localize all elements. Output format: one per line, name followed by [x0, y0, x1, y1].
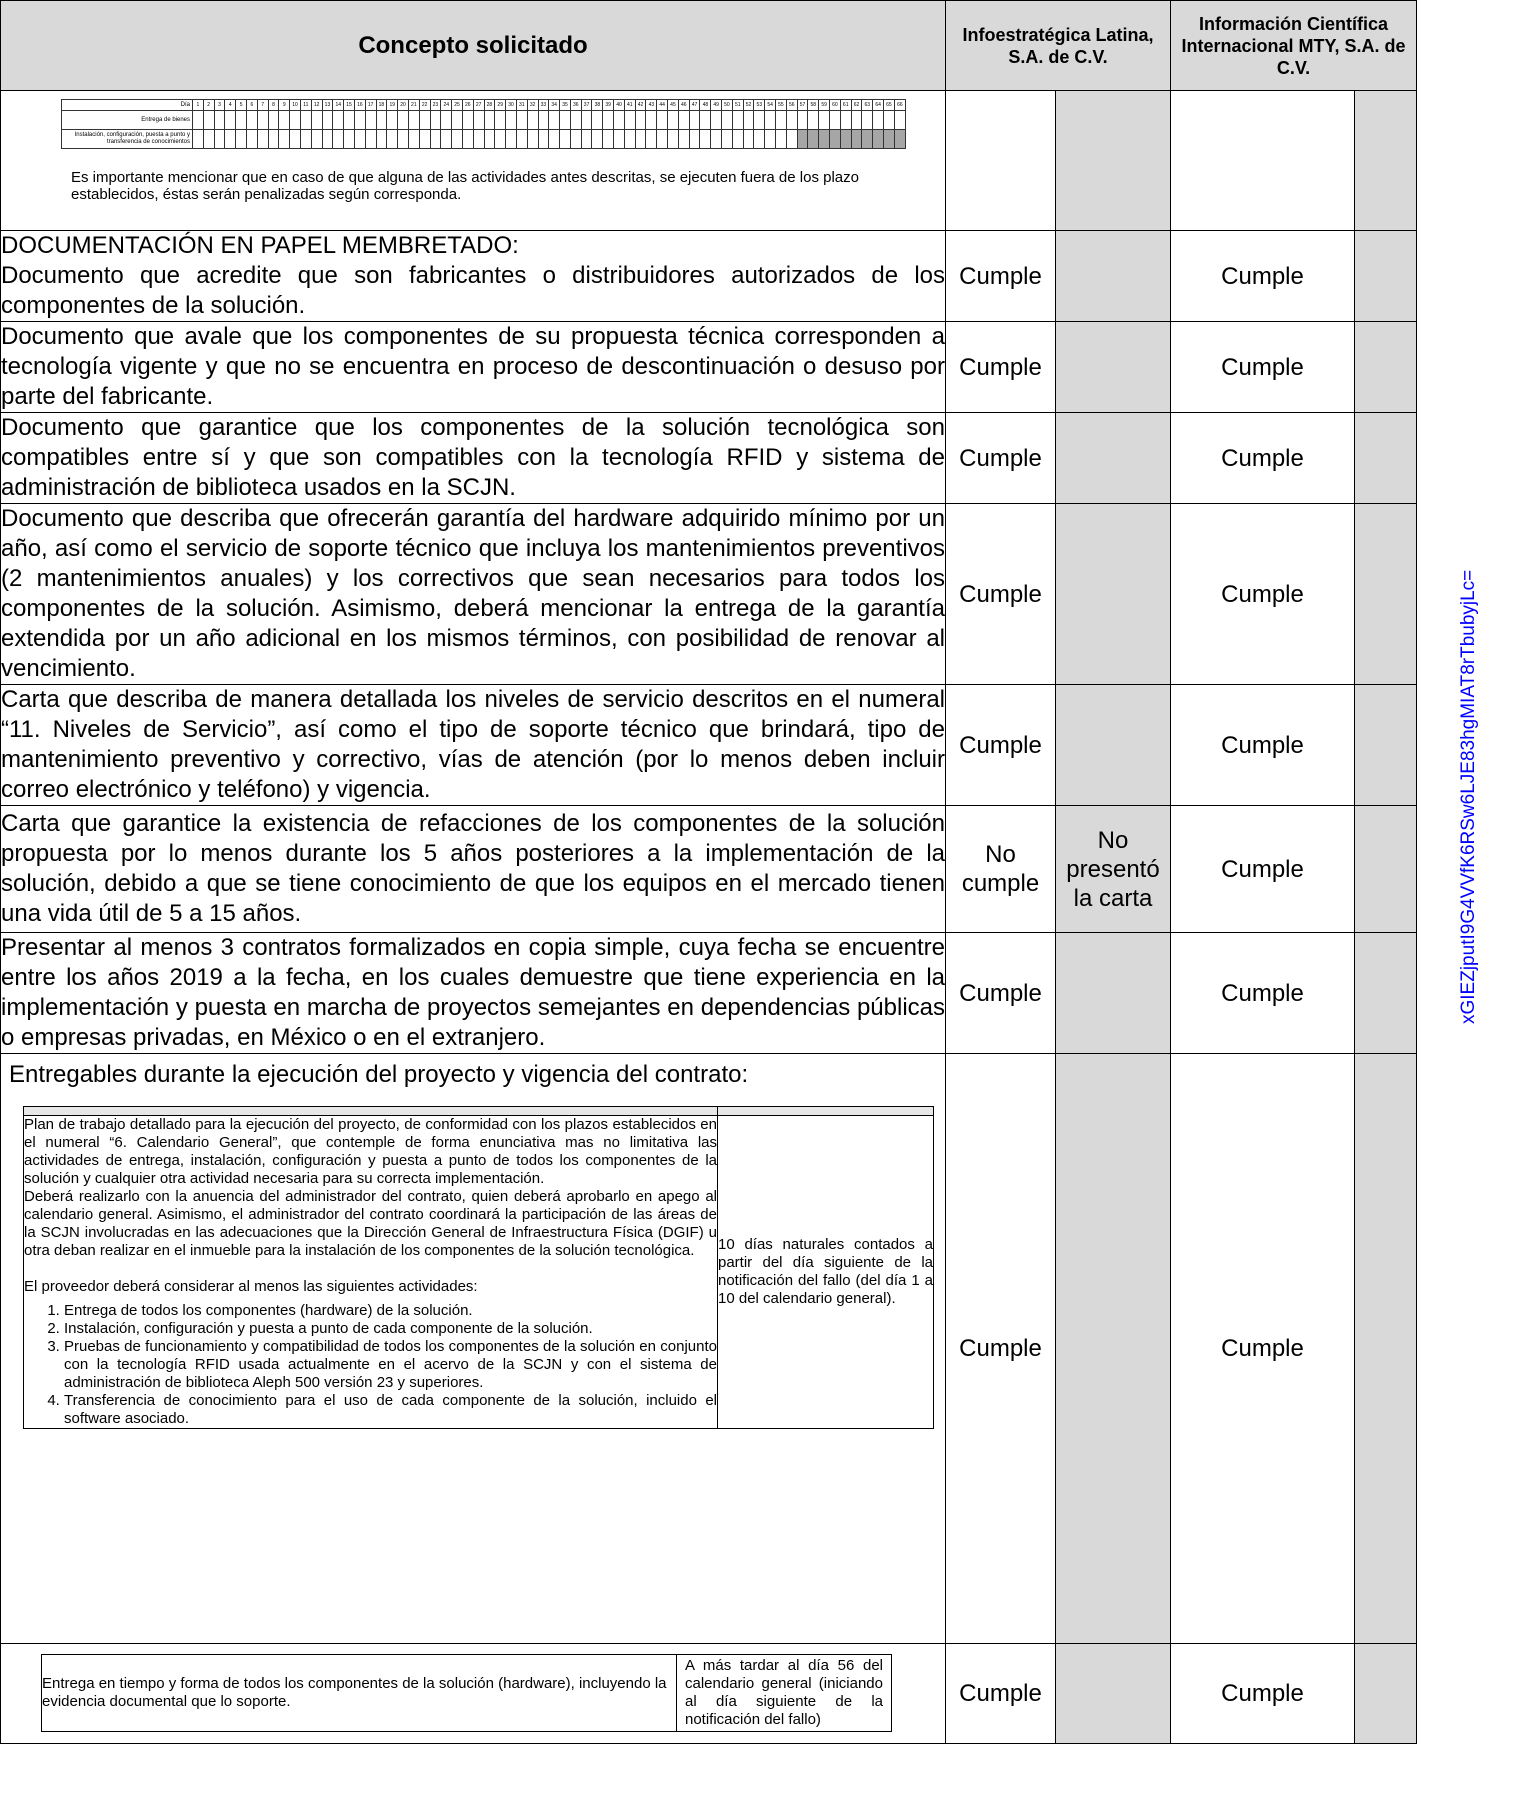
- gantt-cell: [646, 111, 657, 130]
- gantt-cell: [570, 130, 581, 149]
- requirement-text: Documento que garantice que los componentes de la solución tecnológica son compatibles entre sí y que son compatibles con la tecnología RFID y sistema de administración de biblioteca usados en la SCJN.: [1, 414, 945, 501]
- gantt-cell: [711, 130, 722, 149]
- gantt-cell: [819, 111, 830, 130]
- gantt-cell: [333, 111, 344, 130]
- deliverables-verdict-1: Cumple: [946, 1054, 1056, 1644]
- verdict-vendor-2: Cumple: [1171, 231, 1355, 322]
- verdict-vendor-2: Cumple: [1171, 322, 1355, 413]
- gantt-day-number: 31: [516, 100, 527, 111]
- gantt-cell: [776, 130, 787, 149]
- deliverables-heading: Entregables durante la ejecución del proyecto y vigencia del contrato:: [9, 1061, 749, 1088]
- note-vendor-1: No presentó la carta: [1056, 806, 1171, 933]
- gantt-cell: [700, 130, 711, 149]
- gantt-cell: [484, 130, 495, 149]
- gantt-day-number: 52: [743, 100, 754, 111]
- gantt-day-number: 29: [495, 100, 506, 111]
- gantt-cell: [722, 111, 733, 130]
- gantt-day-number: 41: [624, 100, 635, 111]
- gantt-cell: [311, 130, 322, 149]
- gantt-cell: [322, 111, 333, 130]
- gantt-day-number: 54: [765, 100, 776, 111]
- gantt-cell: [322, 130, 333, 149]
- verdict-vendor-2: Cumple: [1171, 806, 1355, 933]
- gantt-cell: [624, 130, 635, 149]
- gantt-cell: [592, 111, 603, 130]
- gantt-day-number: 53: [754, 100, 765, 111]
- gantt-cell: [376, 111, 387, 130]
- verdict-vendor-2: Cumple: [1171, 685, 1355, 806]
- gantt-day-number: 40: [614, 100, 625, 111]
- note-vendor-2: [1355, 413, 1417, 504]
- gantt-day-number: 12: [311, 100, 322, 111]
- gantt-cell: [646, 130, 657, 149]
- gantt-cell: [365, 130, 376, 149]
- gantt-cell: [776, 111, 787, 130]
- gantt-day-number: 8: [268, 100, 279, 111]
- note-vendor-1: [1056, 933, 1171, 1054]
- gantt-day-number: 36: [570, 100, 581, 111]
- gantt-day-number: 21: [408, 100, 419, 111]
- gantt-cell: [840, 130, 851, 149]
- gantt-day-number: 2: [203, 100, 214, 111]
- gantt-cell: [722, 130, 733, 149]
- gantt-cell: [214, 130, 225, 149]
- gantt-day-number: 44: [657, 100, 668, 111]
- gantt-day-number: 32: [527, 100, 538, 111]
- gantt-day-number: 27: [473, 100, 484, 111]
- header-row: [1, 1, 1417, 91]
- deliverables-p2: Deberá realizarlo con la anuencia del administrador del contrato, quien deberá aprobarlo en apego al calendario general. Asimismo, el administrador del contrato coordinará la participación de las áreas de la SCJN involucradas en las adecuaciones que la Dirección General de Infraestructura Física (DGIF) u otra deban realizar en el inmueble para la instalación de los componentes de la solución tecnológica.: [24, 1188, 717, 1259]
- gantt-calendar: [61, 99, 906, 149]
- note-vendor-2: [1355, 231, 1417, 322]
- gantt-cell: [635, 111, 646, 130]
- gantt-cell: [344, 130, 355, 149]
- gantt-cell: [819, 130, 830, 149]
- gantt-cell: [754, 130, 765, 149]
- gantt-day-number: 56: [786, 100, 797, 111]
- gantt-cell: [473, 130, 484, 149]
- gantt-cell: [786, 111, 797, 130]
- gantt-day-number: 19: [387, 100, 398, 111]
- note-vendor-1: [1056, 322, 1171, 413]
- gantt-cell: [884, 111, 895, 130]
- gantt-cell: [830, 111, 841, 130]
- gantt-cell: [570, 111, 581, 130]
- gantt-cell: [797, 130, 808, 149]
- gantt-cell: [300, 111, 311, 130]
- gantt-day-number: 65: [884, 100, 895, 111]
- gantt-day-number: 22: [419, 100, 430, 111]
- requirement-row: [1, 685, 1417, 806]
- gantt-cell: [365, 111, 376, 130]
- last-verdict-1: Cumple: [946, 1644, 1056, 1744]
- gantt-cell: [657, 111, 668, 130]
- requirement-heading: DOCUMENTACIÓN EN PAPEL MEMBRETADO:: [1, 232, 519, 259]
- gantt-cell: [538, 111, 549, 130]
- gantt-cell: [581, 111, 592, 130]
- gantt-cell: [225, 130, 236, 149]
- gantt-cell: [246, 130, 257, 149]
- gantt-day-number: 66: [894, 100, 905, 111]
- gantt-cell: [862, 111, 873, 130]
- gantt-day-number: 51: [732, 100, 743, 111]
- gantt-day-number: 3: [214, 100, 225, 111]
- gantt-day-number: 34: [549, 100, 560, 111]
- note-vendor-1: [1056, 413, 1171, 504]
- gantt-cell: [290, 130, 301, 149]
- verdict-vendor-1: Cumple: [946, 322, 1056, 413]
- gantt-day-number: 55: [776, 100, 787, 111]
- gantt-cell: [894, 130, 905, 149]
- last-row: [1, 1644, 1417, 1744]
- gantt-cell: [495, 111, 506, 130]
- gantt-row-label: Entrega de bienes: [62, 111, 193, 130]
- gantt-day-number: 42: [635, 100, 646, 111]
- gantt-cell: [408, 130, 419, 149]
- verdict-vendor-2: Cumple: [1171, 933, 1355, 1054]
- gantt-cell: [387, 111, 398, 130]
- gantt-day-number: 23: [430, 100, 441, 111]
- deliverables-deadline: 10 días naturales contados a partir del día siguiente de la notificación del fallo (del día 1 a 10 del calendario general).: [718, 1116, 934, 1429]
- gantt-cell: [236, 111, 247, 130]
- activity-item: 1. Entrega de todos los componentes (hardware) de la solución.: [64, 1302, 717, 1320]
- deliverables-p1: Plan de trabajo detallado para la ejecución del proyecto, de conformidad con los plazos establecidos en el numeral “6. Calendario General”, que contemple de forma enunciativa mas no limitativa las actividades de entrega, instalación, configuración y puesta a punto de todos los componentes de la solución y cualquier otra actividad necesaria para su correcta implementación.: [24, 1116, 717, 1187]
- gantt-cell: [624, 111, 635, 130]
- gantt-cell: [743, 111, 754, 130]
- gantt-cell: [398, 130, 409, 149]
- gantt-note: Es importante mencionar que en caso de que alguna de las actividades antes descritas, se ejecuten fuera de los plazo establecidos, éstas serán penalizadas según corresponda.: [71, 169, 859, 203]
- gantt-cell: [862, 130, 873, 149]
- header-concept: Concepto solicitado: [1, 1, 946, 91]
- gantt-cell: [851, 130, 862, 149]
- gantt-cell: [214, 111, 225, 130]
- gantt-cell: [808, 111, 819, 130]
- gantt-day-number: 14: [333, 100, 344, 111]
- gantt-cell: [473, 111, 484, 130]
- gantt-cell: [257, 130, 268, 149]
- gantt-cell: [678, 130, 689, 149]
- note-vendor-1: [1056, 685, 1171, 806]
- gantt-day-number: 11: [300, 100, 311, 111]
- last-deadline: A más tardar al día 56 del calendario general (iniciando al día siguiente de la notificación del fallo): [677, 1655, 892, 1732]
- gantt-cell: [873, 111, 884, 130]
- gantt-day-number: 10: [290, 100, 301, 111]
- requirement-row: [1, 322, 1417, 413]
- gantt-cell: [754, 111, 765, 130]
- gantt-cell: [711, 111, 722, 130]
- gantt-day-number: 49: [711, 100, 722, 111]
- gantt-cell: [516, 111, 527, 130]
- gantt-cell: [257, 111, 268, 130]
- gantt-cell: [635, 130, 646, 149]
- gantt-cell: [765, 130, 776, 149]
- gantt-cell: [203, 130, 214, 149]
- requirement-row: [1, 413, 1417, 504]
- note-vendor-2: [1355, 933, 1417, 1054]
- side-verification-code: xGIEZjputI9G4VVfK6RSw6LJE83hgMIAT8rTbubyjLc=: [1458, 570, 1479, 1025]
- gantt-cell: [203, 111, 214, 130]
- gantt-cell: [786, 130, 797, 149]
- gantt-cell: [236, 130, 247, 149]
- gantt-day-number: 1: [193, 100, 204, 111]
- gantt-day-number: 26: [462, 100, 473, 111]
- gantt-day-number: 35: [560, 100, 571, 111]
- gantt-day-number: 5: [236, 100, 247, 111]
- gantt-day-number: 39: [603, 100, 614, 111]
- gantt-cell: [668, 130, 679, 149]
- gantt-cell: [538, 130, 549, 149]
- verdict-vendor-1: Cumple: [946, 504, 1056, 685]
- gantt-day-number: 33: [538, 100, 549, 111]
- last-verdict-2: Cumple: [1171, 1644, 1355, 1744]
- gantt-day-number: 59: [819, 100, 830, 111]
- gantt-day-number: 48: [700, 100, 711, 111]
- gantt-cell: [549, 130, 560, 149]
- gantt-cell: [830, 130, 841, 149]
- last-table: [41, 1654, 892, 1732]
- gantt-cell: [268, 111, 279, 130]
- requirement-text: Documento que avale que los componentes de su propuesta técnica corresponden a tecnología vigente y que no se encuentra en proceso de descontinuación o desuso por parte del fabricante.: [1, 323, 945, 410]
- activity-item: 4. Transferencia de conocimiento para el uso de cada componente de la solución, incluido el software asociado.: [64, 1392, 717, 1428]
- note-vendor-2: [1355, 322, 1417, 413]
- deliverables-row: [1, 1054, 1417, 1644]
- verdict-vendor-1: Cumple: [946, 231, 1056, 322]
- gantt-cell: [419, 111, 430, 130]
- last-text: Entrega en tiempo y forma de todos los componentes de la solución (hardware), incluyendo la evidencia documental que lo soporte.: [42, 1655, 677, 1732]
- gantt-day-number: 25: [452, 100, 463, 111]
- gantt-cell: [894, 111, 905, 130]
- requirement-row: [1, 806, 1417, 933]
- gantt-day-number: 45: [668, 100, 679, 111]
- gantt-cell: [354, 111, 365, 130]
- header-vendor-1: Infoestratégica Latina, S.A. de C.V.: [946, 1, 1171, 91]
- gantt-cell: [398, 111, 409, 130]
- gantt-cell: [376, 130, 387, 149]
- gantt-cell: [344, 111, 355, 130]
- gantt-cell: [462, 111, 473, 130]
- gantt-cell: [527, 130, 538, 149]
- header-vendor-2: Información Científica Internacional MTY, S.A. de C.V.: [1171, 1, 1417, 91]
- gantt-day-number: 9: [279, 100, 290, 111]
- gantt-day-number: 63: [862, 100, 873, 111]
- gantt-cell: [689, 111, 700, 130]
- activities-list: [24, 1302, 717, 1428]
- gantt-cell: [808, 130, 819, 149]
- gantt-day-number: 18: [376, 100, 387, 111]
- gantt-cell: [732, 111, 743, 130]
- gantt-day-number: 43: [646, 100, 657, 111]
- gantt-cell: [387, 130, 398, 149]
- gantt-cell: [354, 130, 365, 149]
- requirement-row: [1, 504, 1417, 685]
- gantt-day-number: 30: [506, 100, 517, 111]
- gantt-cell: [311, 111, 322, 130]
- gantt-cell: [430, 111, 441, 130]
- gantt-cell: [279, 130, 290, 149]
- note-vendor-2: [1355, 504, 1417, 685]
- deliverables-p3: El proveedor deberá considerar al menos las siguientes actividades:: [24, 1278, 478, 1295]
- gantt-cell: [603, 111, 614, 130]
- gantt-day-label: Día: [62, 100, 193, 111]
- requirement-row: [1, 933, 1417, 1054]
- deliverables-verdict-2: Cumple: [1171, 1054, 1355, 1644]
- gantt-cell: [495, 130, 506, 149]
- gantt-cell: [657, 130, 668, 149]
- gantt-day-number: 6: [246, 100, 257, 111]
- activity-item: 2. Instalación, configuración y puesta a punto de cada componente de la solución.: [64, 1320, 717, 1338]
- gantt-day-number: 28: [484, 100, 495, 111]
- gantt-day-number: 50: [722, 100, 733, 111]
- gantt-row: [1, 91, 1417, 231]
- gantt-cell: [462, 130, 473, 149]
- gantt-cell: [441, 130, 452, 149]
- gantt-cell: [797, 111, 808, 130]
- requirement-text: Presentar al menos 3 contratos formalizados en copia simple, cuya fecha se encuentre entre los años 2019 a la fecha, en los cuales demuestre que tiene experiencia en la implementación y puesta en marcha de proyectos semejantes en dependencias públicas o empresas privadas, en México o en el extranjero.: [1, 934, 945, 1051]
- gantt-cell: [506, 111, 517, 130]
- gantt-cell: [884, 130, 895, 149]
- gantt-cell: [689, 130, 700, 149]
- gantt-day-number: 37: [581, 100, 592, 111]
- gantt-cell: [592, 130, 603, 149]
- gantt-cell: [560, 130, 571, 149]
- verdict-vendor-2: Cumple: [1171, 413, 1355, 504]
- gantt-cell: [408, 111, 419, 130]
- gantt-cell: [603, 130, 614, 149]
- gantt-cell: [333, 130, 344, 149]
- gantt-cell: [516, 130, 527, 149]
- gantt-day-number: 64: [873, 100, 884, 111]
- note-vendor-2: [1355, 806, 1417, 933]
- gantt-cell: [743, 130, 754, 149]
- verdict-vendor-1: Cumple: [946, 413, 1056, 504]
- gantt-day-number: 57: [797, 100, 808, 111]
- gantt-cell: [441, 111, 452, 130]
- activity-item: 3. Pruebas de funcionamiento y compatibilidad de todos los componentes de la solución en conjunto con la tecnología RFID usada actualmente en el acervo de la SCJN y con el sistema de administración de biblioteca Aleph 500 versión 23 y superiores.: [64, 1338, 717, 1392]
- gantt-day-number: 46: [678, 100, 689, 111]
- gantt-cell: [873, 130, 884, 149]
- gantt-cell: [246, 111, 257, 130]
- deliverables-table: [23, 1106, 934, 1429]
- gantt-cell: [452, 111, 463, 130]
- gantt-day-number: 16: [354, 100, 365, 111]
- gantt-cell: [506, 130, 517, 149]
- gantt-day-number: 4: [225, 100, 236, 111]
- gantt-cell: [193, 130, 204, 149]
- gantt-cell: [560, 111, 571, 130]
- gantt-day-number: 13: [322, 100, 333, 111]
- gantt-cell: [765, 111, 776, 130]
- requirement-text: Carta que describa de manera detallada los niveles de servicio descritos en el numeral “11. Niveles de Servicio”, así como el tipo de soporte técnico que brindará, tipo de mantenimiento preventivo y correctivo, vías de atención (por lo menos deben incluir correo electrónico y teléfono) y vigencia.: [1, 686, 945, 803]
- gantt-cell: [840, 111, 851, 130]
- gantt-cell: [225, 111, 236, 130]
- gantt-day-number: 61: [840, 100, 851, 111]
- gantt-cell: [300, 130, 311, 149]
- gantt-cell: [430, 130, 441, 149]
- gantt-cell: [452, 130, 463, 149]
- gantt-cell: [549, 111, 560, 130]
- gantt-day-number: 7: [257, 100, 268, 111]
- gantt-cell: [527, 111, 538, 130]
- note-vendor-2: [1355, 685, 1417, 806]
- gantt-row-label: Instalación, configuración, puesta a punto y transferencia de conocimientos: [62, 130, 193, 149]
- gantt-day-number: 62: [851, 100, 862, 111]
- requirement-text: Carta que garantice la existencia de refacciones de los componentes de la solución propuesta por lo menos durante los 5 años posteriores a la implementación de la solución, debido a que se tiene conocimiento de que los equipos en el mercado tienen una vida útil de 5 a 15 años.: [1, 810, 945, 927]
- gantt-cell: [290, 111, 301, 130]
- gantt-day-number: 47: [689, 100, 700, 111]
- gantt-cell: [614, 130, 625, 149]
- gantt-cell: [279, 111, 290, 130]
- gantt-day-number: 60: [830, 100, 841, 111]
- gantt-cell: [419, 130, 430, 149]
- gantt-day-number: 17: [365, 100, 376, 111]
- requirement-row: [1, 231, 1417, 322]
- gantt-day-number: 38: [592, 100, 603, 111]
- note-vendor-1: [1056, 231, 1171, 322]
- gantt-cell: [668, 111, 679, 130]
- gantt-cell: [678, 111, 689, 130]
- gantt-cell: [193, 111, 204, 130]
- gantt-day-number: 15: [344, 100, 355, 111]
- verdict-vendor-1: No cumple: [946, 806, 1056, 933]
- gantt-cell: [851, 111, 862, 130]
- gantt-cell: [614, 111, 625, 130]
- gantt-cell: [700, 111, 711, 130]
- verdict-vendor-2: Cumple: [1171, 504, 1355, 685]
- gantt-day-number: 58: [808, 100, 819, 111]
- note-vendor-1: [1056, 504, 1171, 685]
- verdict-vendor-1: Cumple: [946, 685, 1056, 806]
- requirement-text: Documento que acredite que son fabricantes o distribuidores autorizados de los componentes de la solución.: [1, 262, 945, 319]
- requirement-text: Documento que describa que ofrecerán garantía del hardware adquirido mínimo por un año, así como el servicio de soporte técnico que incluya los mantenimientos preventivos (2 mantenimientos anuales) y los correctivos que sean necesarios para todos los componentes de la solución. Asimismo, deberá mencionar la entrega de la garantía extendida por un año adicional en los mismos términos, con posibilidad de renovar al vencimiento.: [1, 505, 945, 682]
- gantt-cell: [268, 130, 279, 149]
- gantt-day-number: 24: [441, 100, 452, 111]
- gantt-cell: [581, 130, 592, 149]
- gantt-day-number: 20: [398, 100, 409, 111]
- verdict-vendor-1: Cumple: [946, 933, 1056, 1054]
- gantt-cell: [732, 130, 743, 149]
- gantt-cell: [484, 111, 495, 130]
